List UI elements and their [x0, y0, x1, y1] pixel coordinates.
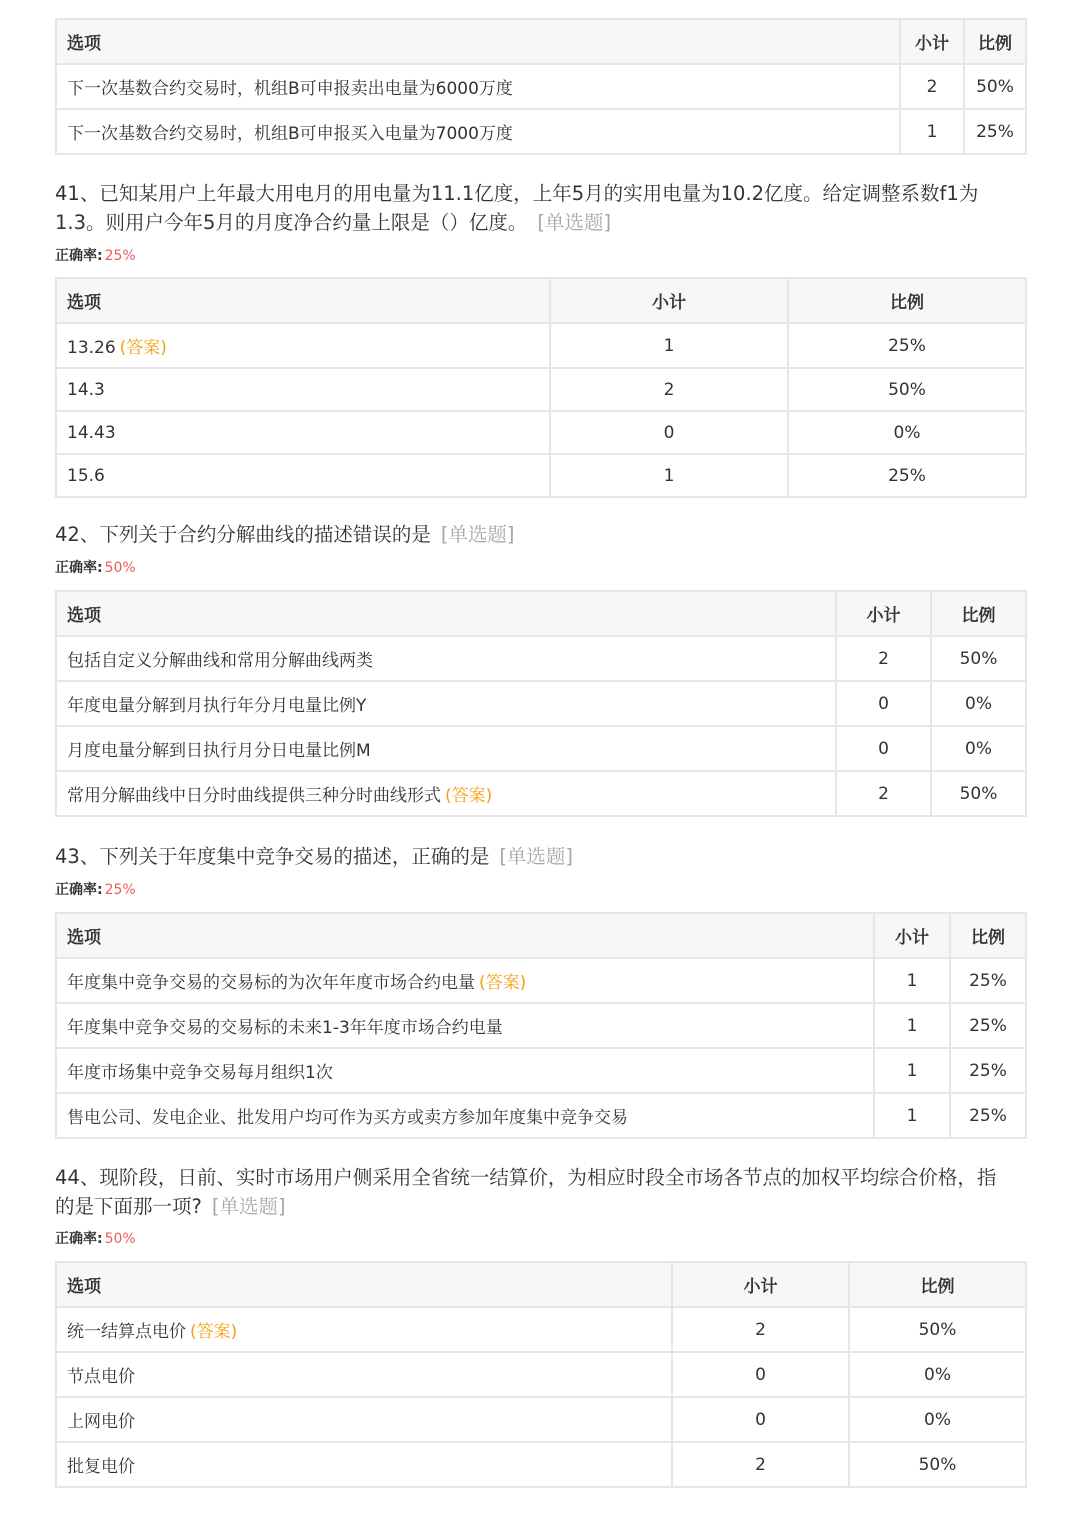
table-row — [56, 681, 1026, 726]
header-ratio: 比例 — [788, 278, 1026, 323]
question-title — [55, 520, 1015, 549]
q42-options-table — [55, 590, 1027, 817]
table-row — [56, 411, 1026, 454]
rate-value: 25% — [104, 248, 136, 264]
answer-tag: (答案) — [190, 1322, 238, 1342]
option-count: 1 — [550, 323, 788, 368]
question-text: 44、现阶段，日前、实时市场用户侧采用全省统一结算价，为相应时段全市场各节点的加权平均综合价格，指的是下面那一项? — [55, 1166, 997, 1218]
option-ratio: 50% — [788, 368, 1026, 411]
option-text: 上网电价 — [56, 1397, 672, 1442]
option-text: 节点电价 — [56, 1352, 672, 1397]
option-text: 15.6 — [56, 454, 550, 497]
rate-value: 25% — [104, 882, 136, 898]
rate-label: 正确率: — [55, 882, 103, 898]
question-type: [单选题] — [537, 211, 612, 234]
table-header — [56, 913, 1026, 958]
table-row — [56, 1442, 1026, 1487]
option-text: 下一次基数合约交易时，机组B可申报卖出电量为6000万度 — [56, 64, 900, 109]
option-count: 2 — [900, 64, 964, 109]
option-ratio: 50% — [964, 64, 1026, 109]
question-type: [单选题] — [499, 845, 574, 868]
option-text: 统一结算点电价 — [67, 1322, 186, 1342]
option-ratio: 25% — [950, 1093, 1026, 1138]
option-count: 0 — [672, 1352, 849, 1397]
table-row — [56, 1048, 1026, 1093]
option-count: 0 — [836, 681, 931, 726]
header-option: 选项 — [56, 913, 874, 958]
header-option: 选项 — [56, 278, 550, 323]
option-ratio: 25% — [788, 323, 1026, 368]
option-count: 0 — [836, 726, 931, 771]
table-row — [56, 1307, 1026, 1352]
header-count: 小计 — [836, 591, 931, 636]
header-option: 选项 — [56, 19, 900, 64]
option-count: 1 — [550, 454, 788, 497]
option-ratio: 0% — [849, 1397, 1026, 1442]
question-title — [55, 842, 1015, 871]
option-ratio: 0% — [849, 1352, 1026, 1397]
option-count: 0 — [550, 411, 788, 454]
header-option: 选项 — [56, 591, 836, 636]
option-text: 13.26 — [67, 338, 116, 358]
option-text: 14.43 — [56, 411, 550, 454]
rate-label: 正确率: — [55, 248, 103, 264]
table-header — [56, 1262, 1026, 1307]
option-text: 批复电价 — [56, 1442, 672, 1487]
table-row — [56, 454, 1026, 497]
q44-options-table — [55, 1261, 1027, 1488]
option-cell — [56, 958, 874, 1003]
table-row — [56, 1093, 1026, 1138]
correct-rate — [55, 557, 136, 577]
option-cell — [56, 771, 836, 816]
option-count: 2 — [672, 1442, 849, 1487]
option-text: 常用分解曲线中日分时曲线提供三种分时曲线形式 — [67, 786, 441, 806]
rate-value: 50% — [104, 560, 136, 576]
question-text: 43、下列关于年度集中竞争交易的描述，正确的是 — [55, 845, 490, 868]
option-ratio: 25% — [950, 958, 1026, 1003]
option-text: 包括自定义分解曲线和常用分解曲线两类 — [56, 636, 836, 681]
option-ratio: 25% — [950, 1048, 1026, 1093]
option-count: 0 — [672, 1397, 849, 1442]
header-ratio: 比例 — [849, 1262, 1026, 1307]
correct-rate — [55, 1228, 136, 1248]
table-row — [56, 958, 1026, 1003]
option-ratio: 0% — [931, 681, 1026, 726]
option-ratio: 25% — [788, 454, 1026, 497]
header-count: 小计 — [672, 1262, 849, 1307]
option-text: 月度电量分解到日执行月分日电量比例M — [56, 726, 836, 771]
option-count: 2 — [836, 771, 931, 816]
question-type: [单选题] — [211, 1195, 286, 1218]
option-ratio: 0% — [931, 726, 1026, 771]
correct-rate — [55, 879, 136, 899]
header-count: 小计 — [550, 278, 788, 323]
question-text: 42、下列关于合约分解曲线的描述错误的是 — [55, 523, 431, 546]
table-row — [56, 1397, 1026, 1442]
option-ratio: 50% — [931, 636, 1026, 681]
rate-value: 50% — [104, 1231, 136, 1247]
option-ratio: 50% — [849, 1307, 1026, 1352]
option-text: 下一次基数合约交易时，机组B可申报买入电量为7000万度 — [56, 109, 900, 154]
table-header — [56, 19, 1026, 64]
option-count: 1 — [874, 1003, 950, 1048]
option-count: 1 — [874, 1093, 950, 1138]
header-option: 选项 — [56, 1262, 672, 1307]
table-row — [56, 1003, 1026, 1048]
header-ratio: 比例 — [950, 913, 1026, 958]
q43-options-table — [55, 912, 1027, 1139]
option-text: 14.3 — [56, 368, 550, 411]
header-ratio: 比例 — [964, 19, 1026, 64]
table-row — [56, 368, 1026, 411]
option-cell — [56, 1307, 672, 1352]
answer-tag: (答案) — [479, 973, 527, 993]
option-count: 2 — [550, 368, 788, 411]
option-count: 1 — [874, 1048, 950, 1093]
option-text: 年度市场集中竞争交易每月组织1次 — [56, 1048, 874, 1093]
table-row — [56, 771, 1026, 816]
option-count: 1 — [874, 958, 950, 1003]
question-title — [55, 1163, 1015, 1221]
option-text: 年度集中竞争交易的交易标的为次年年度市场合约电量 — [67, 973, 475, 993]
option-text: 年度集中竞争交易的交易标的未来1-3年年度市场合约电量 — [56, 1003, 874, 1048]
table-row — [56, 109, 1026, 154]
option-ratio: 50% — [931, 771, 1026, 816]
table-row — [56, 64, 1026, 109]
table-row — [56, 636, 1026, 681]
answer-tag: (答案) — [119, 338, 167, 358]
option-text: 售电公司、发电企业、批发用户均可作为买方或卖方参加年度集中竞争交易 — [56, 1093, 874, 1138]
question-type: [单选题] — [440, 523, 515, 546]
header-ratio: 比例 — [931, 591, 1026, 636]
rate-label: 正确率: — [55, 560, 103, 576]
header-count: 小计 — [900, 19, 964, 64]
q40-options-table — [55, 18, 1027, 155]
table-row — [56, 323, 1026, 368]
option-ratio: 25% — [964, 109, 1026, 154]
q41-options-table — [55, 277, 1027, 498]
option-text: 年度电量分解到月执行年分月电量比例Y — [56, 681, 836, 726]
table-header — [56, 278, 1026, 323]
option-count: 2 — [672, 1307, 849, 1352]
table-row — [56, 726, 1026, 771]
option-count: 1 — [900, 109, 964, 154]
table-header — [56, 591, 1026, 636]
rate-label: 正确率: — [55, 1231, 103, 1247]
option-ratio: 50% — [849, 1442, 1026, 1487]
correct-rate — [55, 245, 136, 265]
option-count: 2 — [836, 636, 931, 681]
option-ratio: 25% — [950, 1003, 1026, 1048]
option-ratio: 0% — [788, 411, 1026, 454]
header-count: 小计 — [874, 913, 950, 958]
table-row — [56, 1352, 1026, 1397]
question-text: 41、已知某用户上年最大用电月的用电量为11.1亿度，上年5月的实用电量为10.2亿度。给定调整系数f1为1.3。则用户今年5月的月度净合约量上限是（）亿度。 — [55, 182, 979, 234]
answer-tag: (答案) — [445, 786, 493, 806]
option-cell — [56, 323, 550, 368]
question-title — [55, 179, 1015, 237]
